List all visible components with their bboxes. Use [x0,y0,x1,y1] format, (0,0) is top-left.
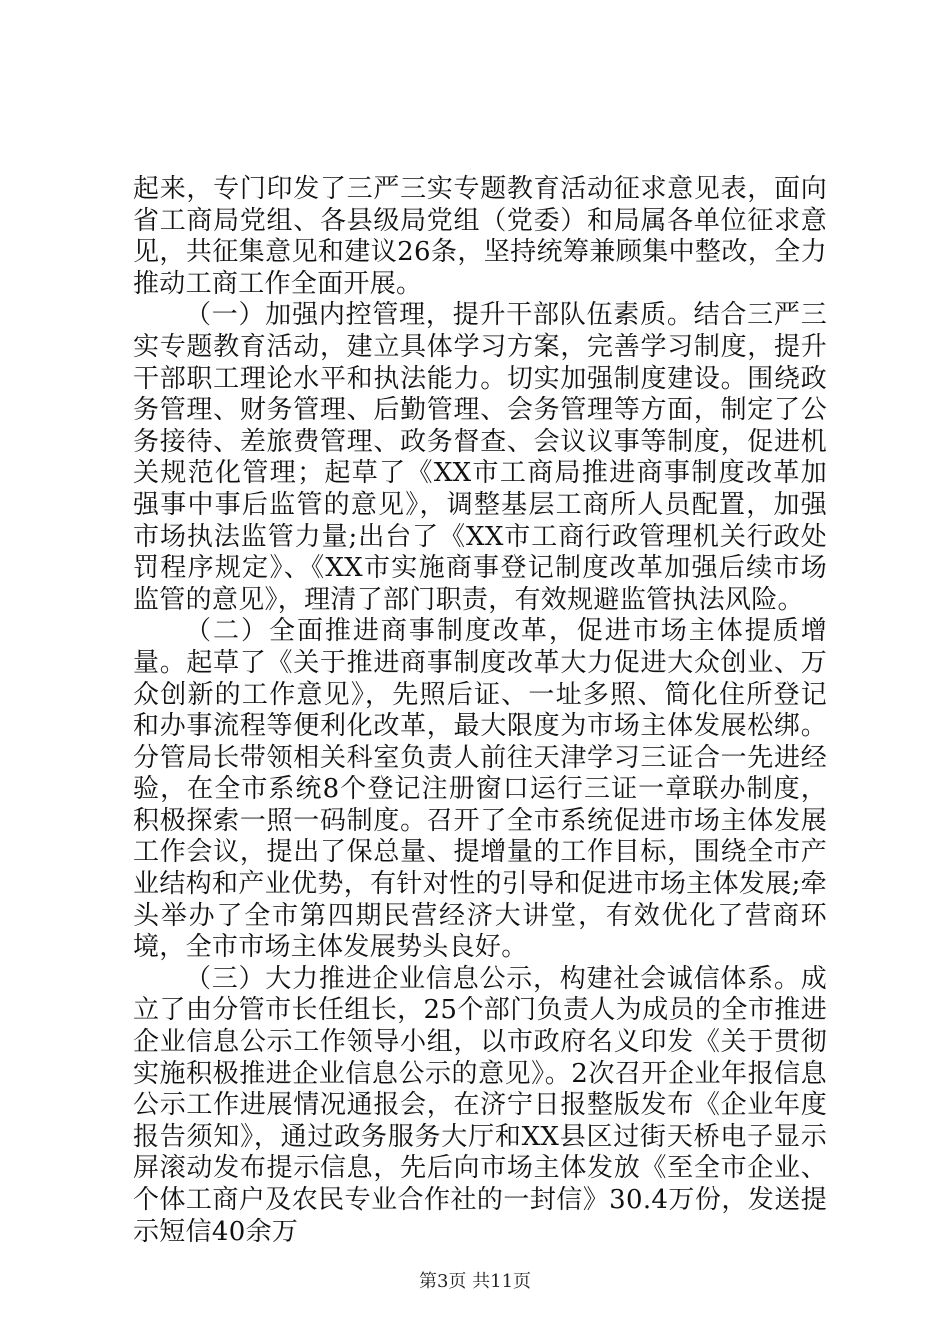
paragraph-section-3: （三）大力推进企业信息公示，构建社会诚信体系。成立了由分管市长任组长，25个部门负责人为成员的全市推进企业信息公示工作领导小组，以市政府名义印发《关于贯彻实施积极推进企业信息公示的意见》。2次召开企业年报信息公示工作进展情况通报会，在济宁日报整版发布《企业年度报告须知》，通过政务服务大厅和XX县区过街天桥电子显示屏滚动发布提示信息，先后向市场主体发放《至全市企业、个体工商户及农民专业合作社的一封信》30.4万份，发送提示短信40余万 [133,963,827,1247]
paragraph-continuation: 起来，专门印发了三严三实专题教育活动征求意见表，面向省工商局党组、各县级局党组（党委）和局属各单位征求意见，共征集意见和建议26条，坚持统筹兼顾集中整改，全力推动工商工作全面开展。 [133,174,827,299]
page-number-footer: 第3页 共11页 [418,1271,532,1292]
paragraph-section-1: （一）加强内控管理，提升干部队伍素质。结合三严三实专题教育活动，建立具体学习方案，完善学习制度，提升干部职工理论水平和执法能力。切实加强制度建设。围绕政务管理、财务管理、后勤管理、会务管理等方面，制定了公务接待、差旅费管理、政务督查、会议议事等制度，促进机关规范化管理；起草了《XX市工商局推进商事制度改革加强事中事后监管的意见》，调整基层工商所人员配置，加强市场执法监管力量;出台了《XX市工商行政管理机关行政处罚程序规定》、《XX市实施商事登记制度改革加强后续市场监管的意见》，理清了部门职责，有效规避监管执法风险。 [133,300,827,615]
document-body [133,174,827,1248]
paragraph-section-2: （二）全面推进商事制度改革，促进市场主体提质增量。起草了《关于推进商事制度改革大力促进大众创业、万众创新的工作意见》，先照后证、一址多照、简化住所登记和办事流程等便利化改革，最大限度为市场主体发展松绑。分管局长带领相关科室负责人前往天津学习三证合一先进经验，在全市系统8个登记注册窗口运行三证一章联办制度，积极探索一照一码制度。召开了全市系统促进市场主体发展工作会议，提出了保总量、提增量的工作目标，围绕全市产业结构和产业优势，有针对性的引导和促进市场主体发展;牵头举办了全市第四期民营经济大讲堂，有效优化了营商环境，全市市场主体发展势头良好。 [133,616,827,963]
